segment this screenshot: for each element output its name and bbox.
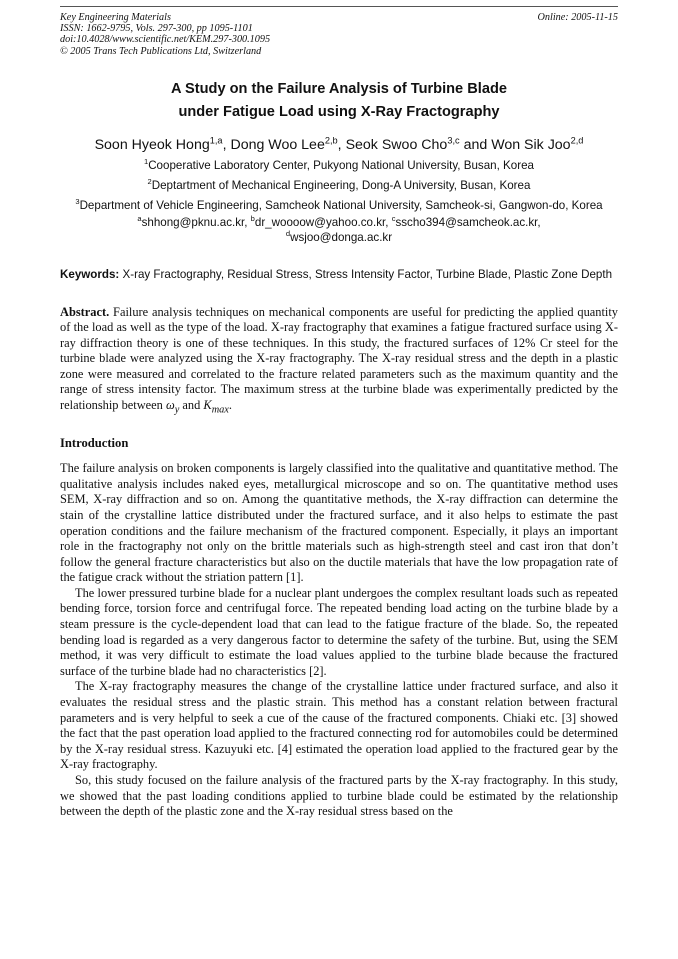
- affiliation-2: [60, 178, 618, 193]
- abstract-text: Failure analysis techniques on mechanical components are useful for predicting the applied quantity of the load as well as the type of the load. X-ray fractography that examines a fatigue fractured surface using X-ray diffraction theory is one of these techniques. In this study, the fractured surfaces of 12% Cr steel for the turbine blade were analyzed using the X-ray fractography. The X-ray residual stress and the depth in a plastic zone were measured and correlated to the fracture related parameters such as the maximum quantity and the range of stress intensity factor. The maximum stress at the turbine blade was experimentally predicted by the relationship between: [60, 304, 618, 413]
- email-list: [60, 215, 618, 245]
- title-line-2: under Fatigue Load using X-Ray Fractography: [178, 104, 500, 120]
- keywords: [60, 267, 618, 283]
- email-address[interactable]: shhong@pknu.ac.kr,: [141, 216, 251, 229]
- author-name: Seok Swoo Cho: [345, 137, 448, 153]
- introduction-heading: Introduction: [60, 436, 129, 451]
- omega-symbol: ω: [165, 398, 175, 413]
- intro-paragraph-1: The failure analysis on broken components is largely classified into the qualitative and quantitative method. The qualitative analysis includes naked eyes, metallurgical microscope and so on. The quantitative method uses SEM, X-ray diffraction and so on. Among the quantitative methods, the X-ray diffraction can determine the stain of the crystalline lattice distributed under the fractured surface, and it also helps to estimate the past operation conditions and the failure mechanism of the fractured component. Especially, it plays an important role in the fractography not only on the brittle materials such as high-strength steel and cast iron that don’t follow the general fracture characteristics but also on the ductile materials that have the low propagation rate of the fatigue crack without the striation pattern [1].: [60, 461, 618, 585]
- affiliation-text: Deptartment of Mechanical Engineering, Dong-A University, Busan, Korea: [151, 179, 531, 192]
- email-address[interactable]: sscho394@samcheok.ac.kr,: [395, 216, 541, 229]
- email-address[interactable]: dr_woooow@yahoo.co.kr,: [254, 216, 392, 229]
- header-rule: [60, 6, 618, 7]
- author-name: Dong Woo Lee: [230, 137, 325, 153]
- author-separator: ,: [222, 137, 231, 153]
- author-sup: 1,a: [209, 135, 223, 146]
- author-sup: 3,c: [447, 135, 460, 146]
- journal-header: [60, 12, 618, 62]
- abstract-end: .: [228, 398, 233, 413]
- omega-subscript: y: [174, 404, 180, 416]
- author-name: Soon Hyeok Hong: [94, 137, 210, 153]
- author-list: [60, 136, 618, 154]
- email-sup: a: [137, 214, 142, 224]
- doi-line[interactable]: doi:10.4028/www.scientific.net/KEM.297-300.1095: [60, 34, 271, 46]
- intro-paragraph-2: The lower pressured turbine blade for a nuclear plant undergoes the complex resultant loads such as repeated bending force, torsion force and centrifugal force. The repeated bending load acting on the turbine blade by a steam pressure is the cycle-dependent load that can lead to the fatigue fracture of the blade. So, the repeated bending load is regarded as a very dangerous factor to determine the safety of the turbine. But, using the SEM method, it was very difficult to estimate the load values applied to the turbine blade because the fractured surface of the turbine blade had no characteristics [2].: [60, 585, 618, 678]
- author-sup: 2,b: [324, 135, 338, 146]
- issn-line: ISSN: 1662-9795, Vols. 297-300, pp 1095-1101: [60, 23, 253, 35]
- abstract-label: Abstract.: [60, 304, 110, 319]
- journal-name: Key Engineering Materials: [60, 12, 171, 23]
- author-separator: ,: [337, 137, 346, 153]
- intro-paragraph-4: So, this study focused on the failure analysis of the fractured parts by the X-ray fractography. In this study, we showed that the past loading conditions applied to turbine blade could be estimated by the relationship between the depth of the plastic zone and the X-ray residual stress based on the: [60, 773, 618, 819]
- intro-paragraph-3: The X-ray fractography measures the change of the crystalline lattice under fractured surface, and also it evaluates the residual stress and the plastic strain. This method has a constant relation between fractural parameters and is very helpful to seek a cue of the cause of the fractured components. Chiaki etc. [3] showed the fact that the past operation load applied to the fractured connecting rod for automobiles could be determined by the X-ray residual stress. Kazuyuki etc. [4] estimated the operation load applied to the fractured gear by the X-ray fractography.: [60, 679, 618, 772]
- k-subscript: max: [211, 404, 229, 416]
- affiliation-3: [60, 198, 618, 213]
- affiliation-sup: 3: [75, 197, 80, 207]
- keywords-text: X-ray Fractography, Residual Stress, Stress Intensity Factor, Turbine Blade, Plastic Zone Depth: [119, 268, 613, 281]
- paper-title: [60, 78, 618, 124]
- abstract: [60, 305, 618, 419]
- online-date: Online: 2005-11-15: [537, 12, 618, 23]
- affiliation-sup: 1: [143, 157, 149, 167]
- title-line-1: A Study on the Failure Analysis of Turbine Blade: [171, 81, 507, 97]
- email-sup: c: [391, 214, 396, 224]
- k-symbol: K: [203, 398, 212, 413]
- email-sup: b: [250, 214, 255, 224]
- copyright-line: © 2005 Trans Tech Publications Ltd, Switzerland: [60, 45, 262, 57]
- email-address[interactable]: wsjoo@donga.ac.kr: [290, 231, 393, 244]
- abstract-and: and: [179, 398, 204, 413]
- author-sup: 2,d: [570, 135, 584, 146]
- email-sup: d: [285, 229, 291, 239]
- affiliation-1: [60, 158, 618, 173]
- affiliation-sup: 2: [147, 177, 152, 187]
- author-name: Won Sik Joo: [491, 137, 571, 153]
- author-separator: and: [459, 137, 492, 153]
- affiliation-text: Cooperative Laboratory Center, Pukyong National University, Busan, Korea: [148, 159, 534, 172]
- keywords-label: Keywords:: [60, 268, 120, 281]
- affiliation-text: Department of Vehicle Engineering, Samcheok National University, Samcheok-si, Gangwon-do, Korea: [79, 199, 603, 212]
